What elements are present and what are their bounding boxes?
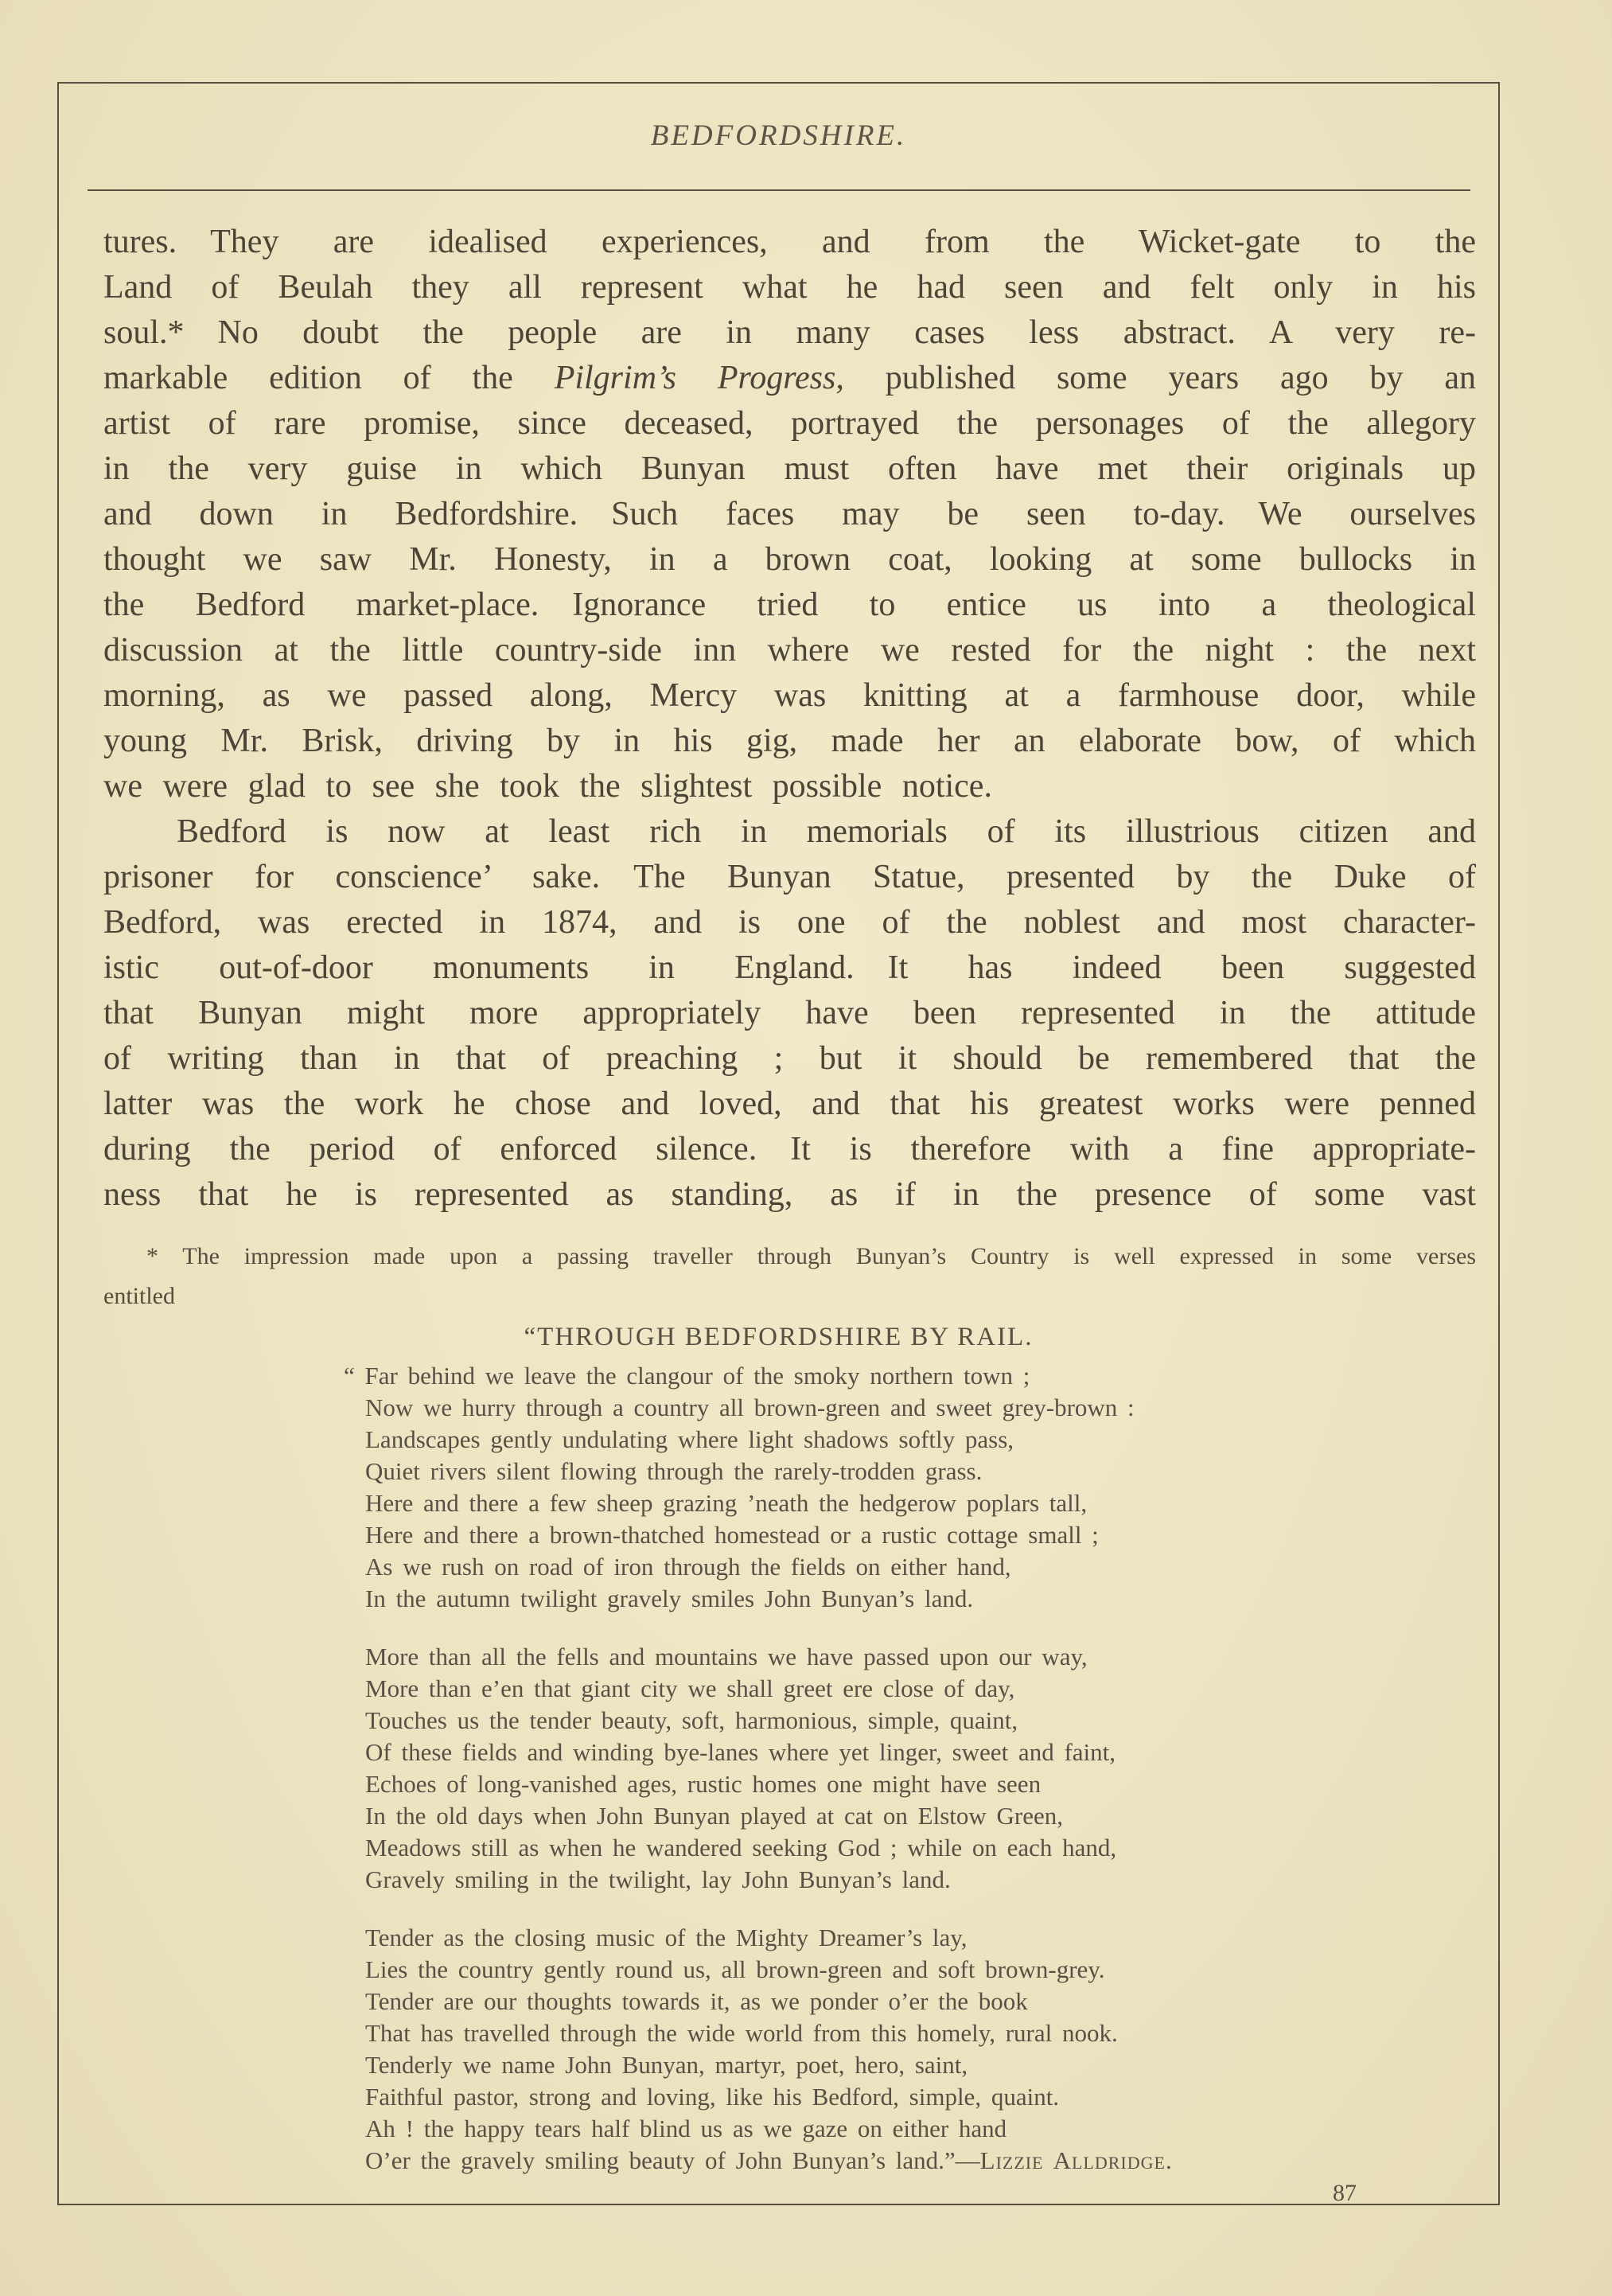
body-line: istic out-of-door monuments in England. It has indeed been suggested bbox=[103, 949, 1476, 986]
poem-line: Meadows still as when he wandered seeking God ; while on each hand, bbox=[365, 1834, 1117, 1861]
poem-line: Tenderly we name John Bunyan, martyr, poet, hero, saint, bbox=[365, 2051, 968, 2079]
body-line-segment: published some years ago by an bbox=[843, 360, 1476, 396]
body-line: Land of Beulah they all represent what he had seen and felt only in his bbox=[103, 269, 1476, 306]
body-line-paragraph-end: we were glad to see she took the slightest possible notice. bbox=[103, 768, 992, 805]
poem-line-segment: O’er the gravely smiling beauty of John Bunyan’s land.”— bbox=[365, 2146, 980, 2174]
poem-line: Faithful pastor, strong and loving, like his Bedford, simple, quaint. bbox=[365, 2083, 1060, 2111]
body-line: in the very guise in which Bunyan must often have met their originals up bbox=[103, 450, 1476, 487]
body-line: and down in Bedfordshire. Such faces may be seen to-day. We ourselves bbox=[103, 496, 1476, 532]
poem-line: In the old days when John Bunyan played at cat on Elstow Green, bbox=[365, 1802, 1064, 1830]
body-line-segment: markable edition of the bbox=[103, 360, 555, 396]
poem-line: Ah ! the happy tears half blind us as we gaze on either hand bbox=[365, 2115, 1007, 2142]
body-line bbox=[103, 356, 1476, 401]
poem-line-with-attribution bbox=[365, 2145, 1498, 2177]
body-line: during the period of enforced silence. It is therefore with a fine appropriate- bbox=[103, 1131, 1476, 1167]
header-rule bbox=[88, 189, 1470, 191]
poem-stanza-1 bbox=[344, 1360, 1498, 1615]
page-number: 87 bbox=[1333, 2180, 1357, 2206]
body-line: morning, as we passed along, Mercy was knitting at a farmhouse door, while bbox=[103, 677, 1476, 714]
footnote-line: entitled bbox=[103, 1283, 175, 1309]
poem-stanza-2 bbox=[365, 1641, 1498, 1896]
body-line-paragraph-start: Bedford is now at least rich in memorials of its illustrious citizen and bbox=[177, 813, 1476, 850]
footnote-block bbox=[103, 1237, 1476, 1316]
poem-line: Landscapes gently undulating where light shadows softly pass, bbox=[365, 1425, 1014, 1453]
footnote-line: * The impression made upon a passing traveller through Bunyan’s Country is well expressed in some verses bbox=[146, 1243, 1476, 1269]
poem-line: “ Far behind we leave the clangour of the smoky northern town ; bbox=[344, 1362, 1030, 1390]
poem-title: “THROUGH BEDFORDSHIRE BY RAIL. bbox=[524, 1323, 1034, 1351]
body-line: soul.* No doubt the people are in many cases less abstract. A very re- bbox=[103, 314, 1476, 351]
poem-line: As we rush on road of iron through the fields on either hand, bbox=[365, 1553, 1011, 1581]
body-line: discussion at the little country-side inn where we rested for the night : the next bbox=[103, 632, 1476, 669]
poem-line: Of these fields and winding bye-lanes where yet linger, sweet and faint, bbox=[365, 1738, 1116, 1766]
poem-line: More than all the fells and mountains we have passed upon our way, bbox=[365, 1643, 1088, 1670]
body-line: thought we saw Mr. Honesty, in a brown coat, looking at some bullocks in bbox=[103, 541, 1476, 578]
poem-line: That has travelled through the wide world from this homely, rural nook. bbox=[365, 2019, 1118, 2047]
book-title-italic: Pilgrim’s Progress, bbox=[554, 360, 844, 396]
poem-line: Gravely smiling in the twilight, lay John Bunyan’s land. bbox=[365, 1865, 951, 1893]
body-line: young Mr. Brisk, driving by in his gig, made her an elaborate bow, of which bbox=[103, 723, 1476, 759]
body-line: the Bedford market-place. Ignorance tried to entice us into a theological bbox=[103, 587, 1476, 623]
poem-line: Echoes of long-vanished ages, rustic homes one might have seen bbox=[365, 1770, 1042, 1798]
poem-line: Tender as the closing music of the Mighty Dreamer’s lay, bbox=[365, 1924, 968, 1951]
running-header: BEDFORDSHIRE. bbox=[650, 119, 907, 152]
body-line: of writing than in that of preaching ; but it should be remembered that the bbox=[103, 1040, 1476, 1077]
poem-line: Lies the country gently round us, all brown-green and soft brown-grey. bbox=[365, 1955, 1105, 1983]
poem-line: Here and there a brown-thatched homestead or a rustic cottage small ; bbox=[365, 1521, 1099, 1549]
poem-line: More than e’en that giant city we shall greet ere close of day, bbox=[365, 1674, 1015, 1702]
poem-line: Now we hurry through a country all brown-green and sweet grey-brown : bbox=[365, 1394, 1135, 1421]
poem-stanza-3 bbox=[365, 1922, 1498, 2177]
poem-line: Quiet rivers silent flowing through the rarely-trodden grass. bbox=[365, 1457, 983, 1485]
body-line: that Bunyan might more appropriately have been represented in the attitude bbox=[103, 995, 1476, 1031]
body-line: tures. They are idealised experiences, and from the Wicket-gate to the bbox=[103, 224, 1476, 260]
page-frame-border bbox=[57, 82, 1500, 2205]
body-line: Bedford, was erected in 1874, and is one of the noblest and most character- bbox=[103, 904, 1476, 941]
body-line: ness that he is represented as standing, as if in the presence of some vast bbox=[103, 1176, 1476, 1213]
poem-line: Tender are our thoughts towards it, as we ponder o’er the book bbox=[365, 1987, 1028, 2015]
poem-line: In the autumn twilight gravely smiles John Bunyan’s land. bbox=[365, 1585, 974, 1612]
body-line: latter was the work he chose and loved, and that his greatest works were penned bbox=[103, 1086, 1476, 1122]
body-line: prisoner for conscience’ sake. The Bunyan Statue, presented by the Duke of bbox=[103, 859, 1476, 895]
body-text-block bbox=[103, 220, 1476, 1218]
body-line: artist of rare promise, since deceased, portrayed the personages of the allegory bbox=[103, 405, 1476, 442]
poem-line: Here and there a few sheep grazing ’neath the hedgerow poplars tall, bbox=[365, 1489, 1088, 1517]
poem-line: Touches us the tender beauty, soft, harmonious, simple, quaint, bbox=[365, 1706, 1018, 1734]
poem-author: Lizzie Alldridge. bbox=[979, 2146, 1173, 2174]
